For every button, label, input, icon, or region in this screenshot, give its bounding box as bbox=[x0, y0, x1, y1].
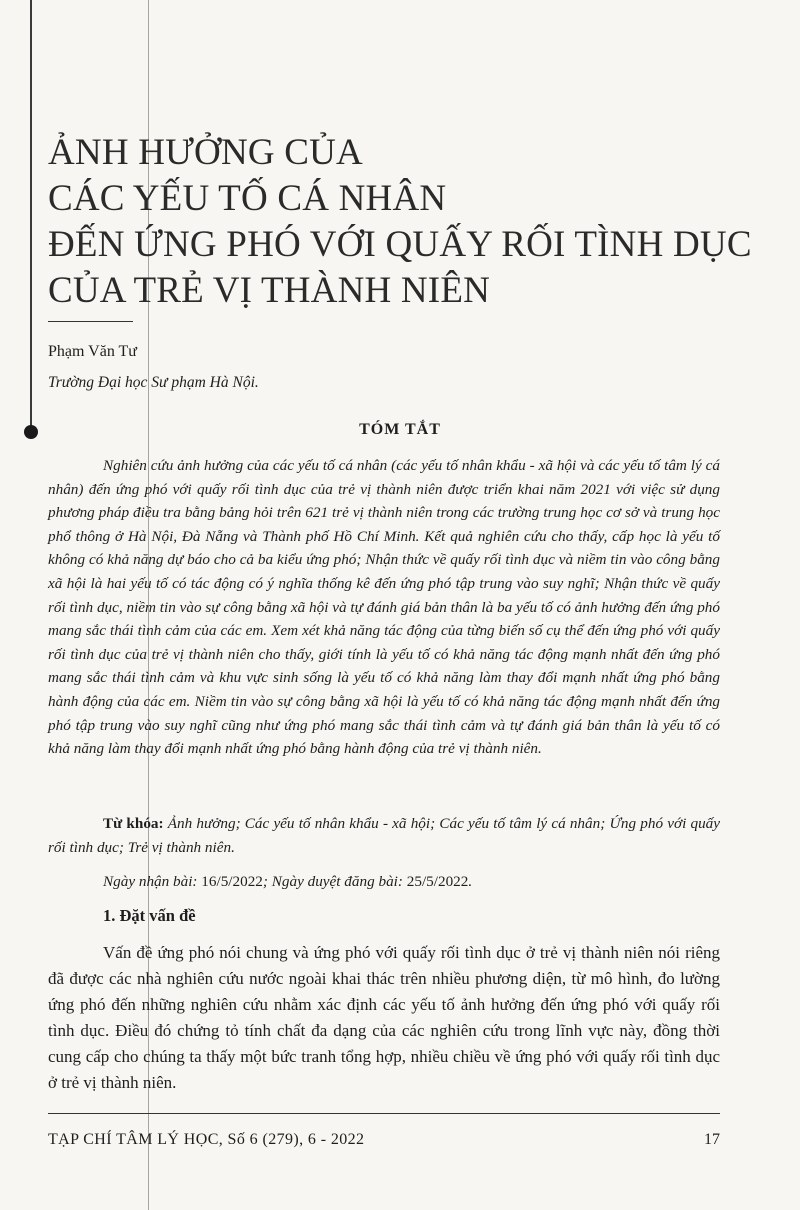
keywords-text: Ảnh hưởng; Các yếu tố nhân khẩu - xã hội; Các yếu tố tâm lý cá nhân; Ứng phó với quấy rối tình dục; Trẻ vị thành niên. bbox=[48, 815, 720, 856]
received-date: 16/5/2022 bbox=[201, 873, 263, 890]
footer-rule bbox=[48, 1113, 720, 1114]
author-affiliation: Trường Đại học Sư phạm Hà Nội. bbox=[48, 374, 259, 391]
journal-footer: TẠP CHÍ TÂM LÝ HỌC, Số 6 (279), 6 - 2022 bbox=[48, 1131, 365, 1148]
title-line-3: ĐẾN ỨNG PHÓ VỚI QUẤY RỐI TÌNH DỤC bbox=[48, 224, 752, 265]
section-paragraph: Vấn đề ứng phó nói chung và ứng phó với quấy rối tình dục ở trẻ vị thành niên nói riêng đã được các nhà nghiên cứu nước ngoài khai thác trên nhiều phương diện, từ mô hình, đo lường ứng phó đến những nghiên cứu nhằm xác định các yếu tố ảnh hưởng đến ứng phó với quấy rối tình dục. Điều đó chứng tỏ tính chất đa dạng của các nghiên cứu trong lĩnh vực này, đồng thời cung cấp cho chúng ta thấy một bức tranh tổng hợp, nhiều chiều về ứng phó với quấy rối tình dục ở trẻ vị thành niên. bbox=[48, 943, 720, 1092]
title-divider bbox=[48, 321, 133, 322]
received-label: Ngày nhận bài: bbox=[103, 873, 198, 890]
left-margin-rule bbox=[30, 0, 32, 435]
abstract-heading: TÓM TẮT bbox=[359, 421, 441, 438]
abstract-text: Nghiên cứu ảnh hưởng của các yếu tố cá nhân (các yếu tố nhân khẩu - xã hội và các yếu tố tâm lý cá nhân) đến ứng phó với quấy rối tình dục của trẻ vị thành niên được triển khai năm 2021 với việc sử dụng phương pháp điều tra bằng bảng hỏi trên 621 trẻ vị thành niên trong các trường trung học cơ sở và trung học phổ thông ở Hà Nội, Đà Nẵng và Thành phố Hồ Chí Minh. Kết quả nghiên cứu cho thấy, cấp học là yếu tố không có khả năng dự báo cho cả ba kiểu ứng phó; Nhận thức về quấy rối tình dục và niềm tin vào công bằng xã hội là hai yếu tố có tác động có ý nghĩa thống kê đến ứng phó tập trung vào suy nghĩ; Nhận thức về quấy rối tình dục, niềm tin vào sự công bằng xã hội và tự đánh giá bản thân là ba yếu tố có ảnh hưởng đến ứng phó mang sắc thái tình cảm của các em. Xem xét khả năng tác động của từng biến số cụ thể đến ứng phó với quấy rối tình dục của trẻ vị thành niên cho thấy, giới tính là yếu tố có khả năng tác động mạnh nhất đến ứng phó mang sắc thái tình cảm và khu vực sinh sống là yếu tố có khả năng làm thay đổi mạnh nhất ứng phó bằng hành động của các em. Niềm tin vào sự công bằng xã hội là yếu tố có khả năng tác động mạnh nhất đến ứng phó tập trung vào suy nghĩ cũng như ứng phó mang sắc thái tình cảm và tự đánh giá bản thân là yếu tố có khả năng làm thay đổi mạnh nhất ứng phó bằng hành động của trẻ vị thành niên. bbox=[48, 457, 720, 758]
page-number: 17 bbox=[704, 1131, 720, 1148]
section-heading: 1. Đặt vấn đề bbox=[103, 906, 196, 925]
title-line-2: CÁC YẾU TỐ CÁ NHÂN bbox=[48, 178, 447, 219]
keywords-paragraph bbox=[48, 812, 720, 859]
author-name: Phạm Văn Tư bbox=[48, 343, 137, 360]
title-line-4: CỦA TRẺ VỊ THÀNH NIÊN bbox=[48, 270, 491, 311]
article-title bbox=[48, 130, 768, 314]
article-dates: Ngày nhận bài: 16/5/2022; Ngày duyệt đăng bài: 25/5/2022. bbox=[103, 873, 473, 890]
approved-date: 25/5/2022 bbox=[406, 873, 469, 890]
title-line-1: ẢNH HƯỞNG CỦA bbox=[48, 132, 363, 173]
approved-label: Ngày duyệt đăng bài: bbox=[271, 873, 403, 890]
keywords-label: Từ khóa: bbox=[103, 815, 164, 832]
